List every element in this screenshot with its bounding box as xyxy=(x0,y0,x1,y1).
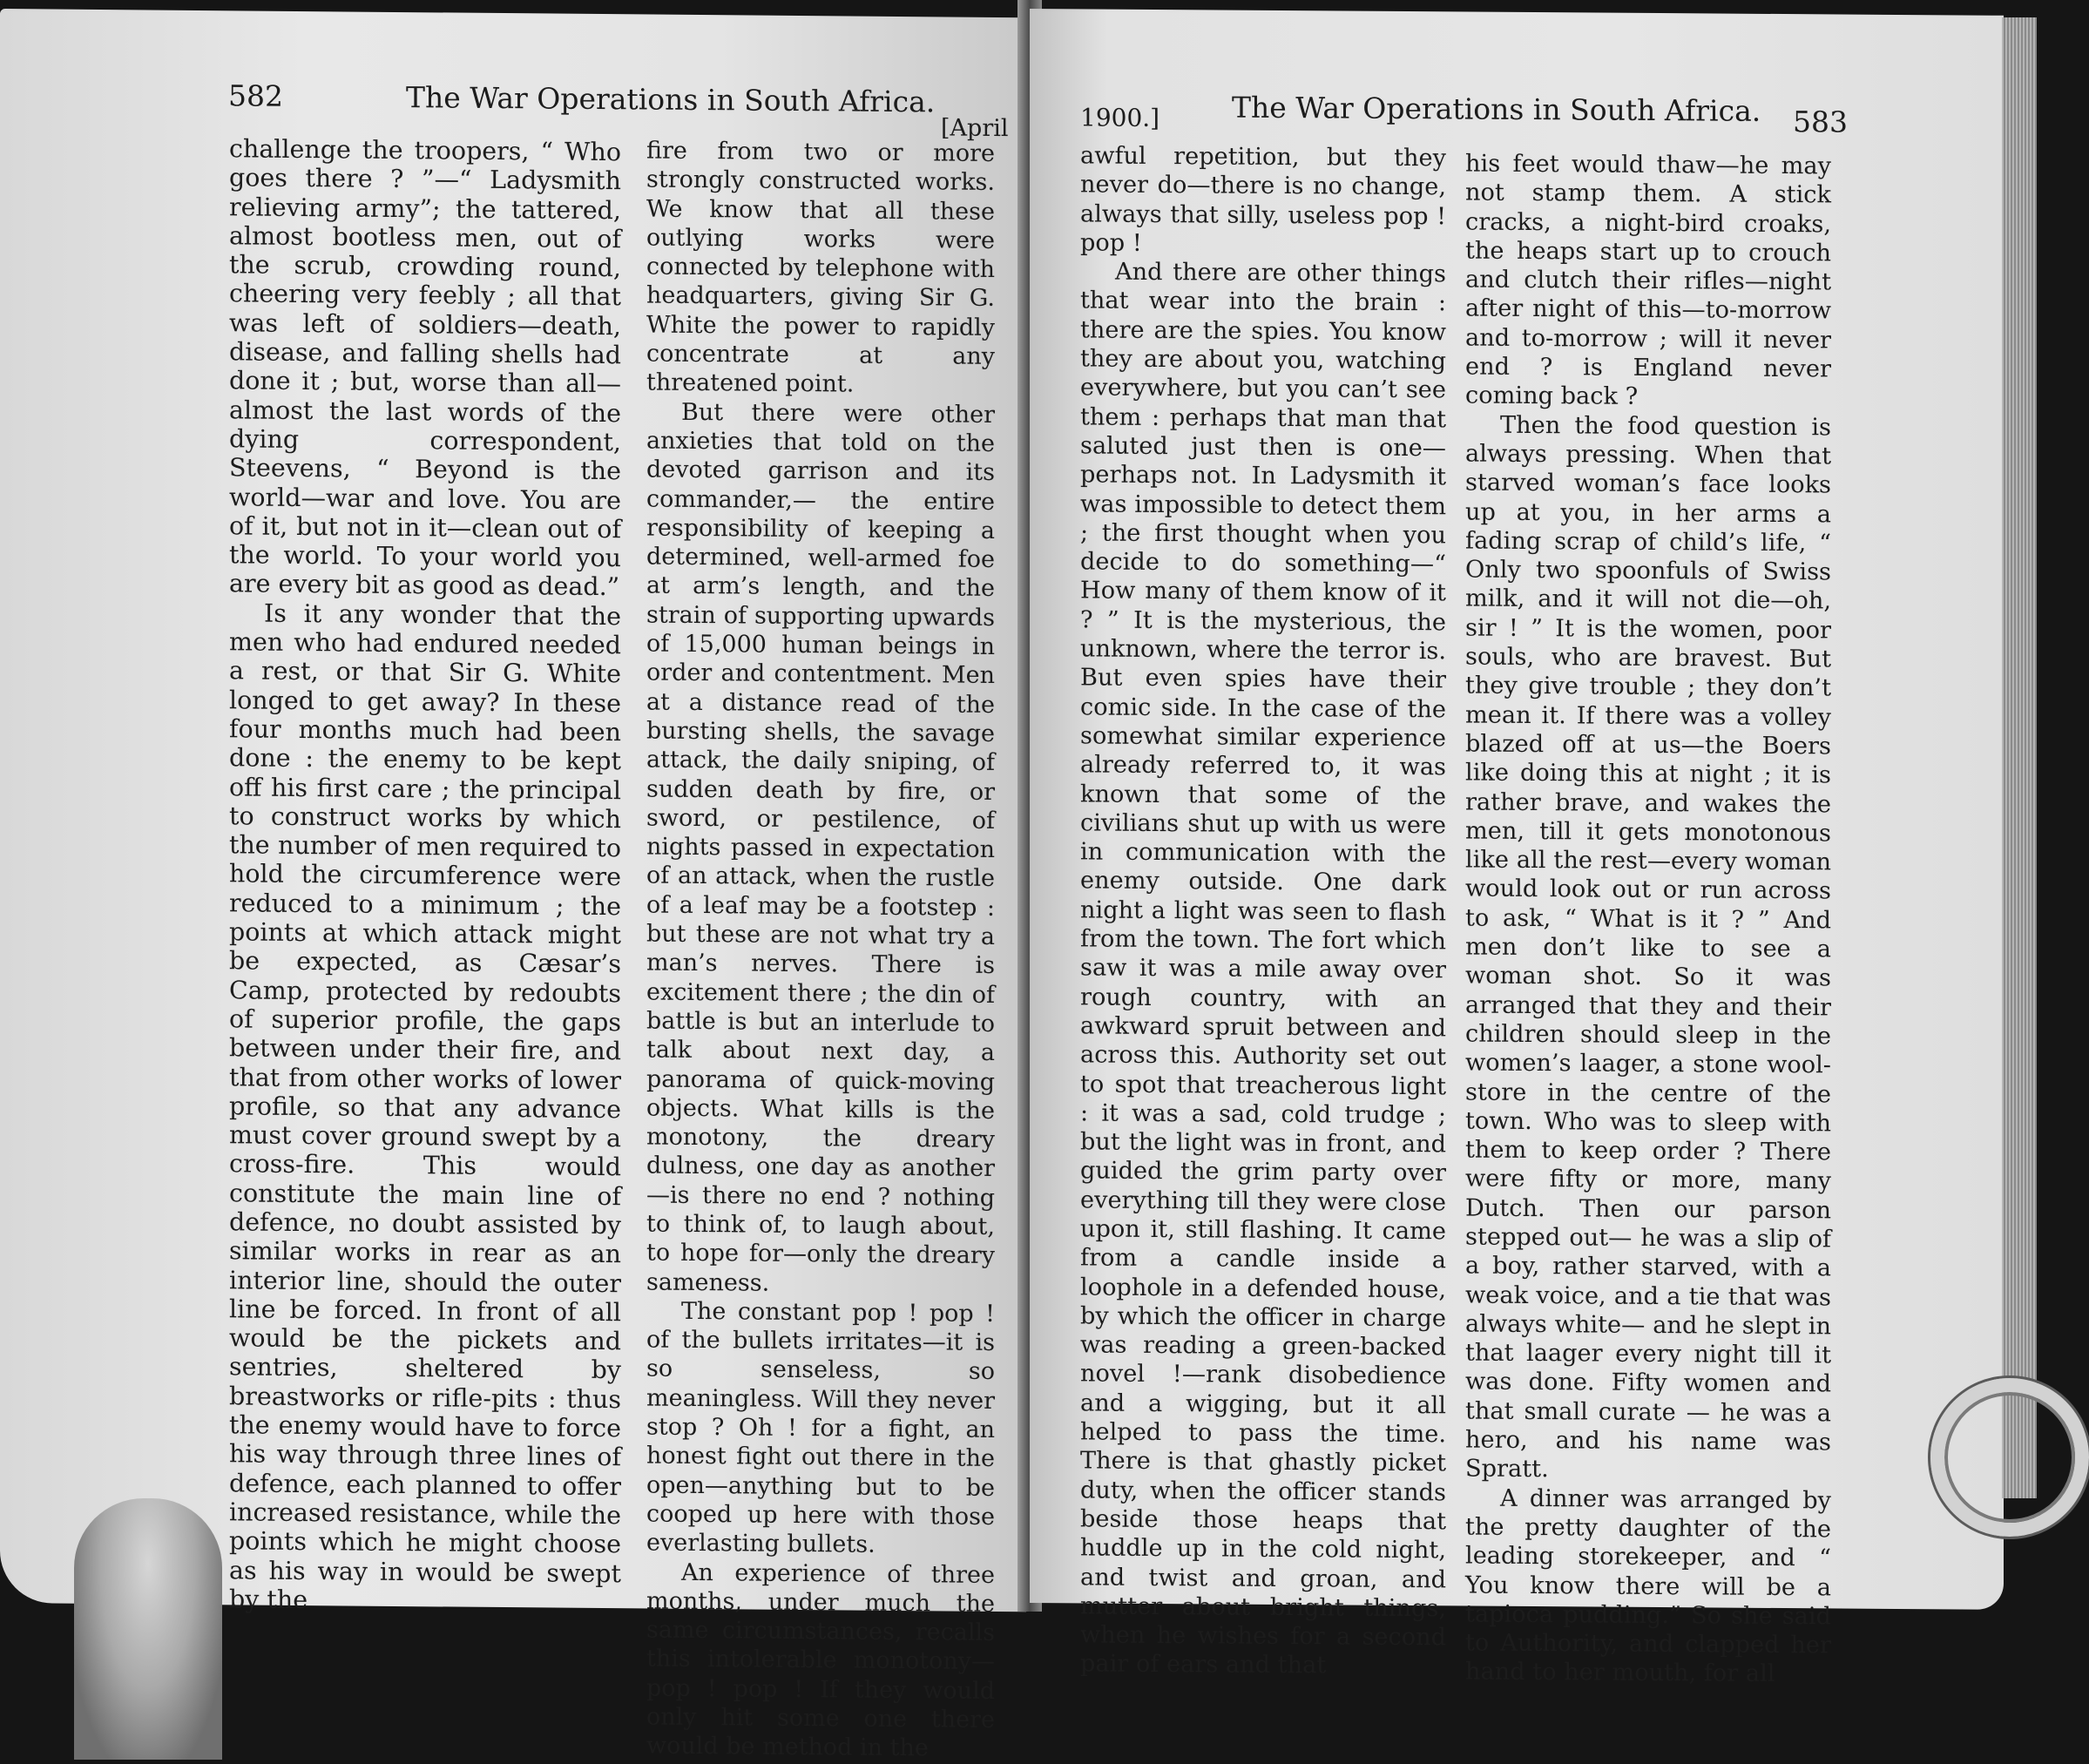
paragraph: An experience of three months, under much the same circumstances, recalls this intolerable monotony—pop ! pop ! If they would only hit some one there would be method in the xyxy=(646,1558,995,1762)
left-column-1 xyxy=(229,134,621,1617)
page-number-right: 583 xyxy=(1793,105,1848,139)
paragraph: Then the food question is always pressing. When that starved woman’s face looks up at you, in her arms a fading scrap of child’s life, “ Only two spoonfuls of Swiss milk, and it will not die—oh, sir ! ” It is the women, poor souls, who are bravest. But they give trouble ; they don’t mean it. If there was a volley blazed off at us—the Boers like doing this at night ; it is rather brave, and wakes the men, till it gets monotonous like all the rest—every woman would look out or run across to ask, “ What is it ? ” And men don’t like to see a woman shot. So it was arranged that they and their children should sleep in the women’s laager, a stone wool-store in the centre of the town. Who was to sleep with them to keep order ? There were fifty or more, many Dutch. Then our parson stepped out— he was a slip of a boy, rather starved, with a weak voice, and a tie that was always white— and he slept in that laager every night till it was done. Fifty women and that small curate — he was a hero, and his name was Spratt. xyxy=(1465,411,1831,1484)
right-column-1 xyxy=(1080,141,1446,1681)
thumb-icon xyxy=(74,1498,222,1760)
paragraph: But there were other anxieties that told on the devoted garrison and its commander,— the entire responsibility of keeping a determined, well-armed foe at arm’s length, and the strain of supporting upwards of 15,000 human beings in order and contentment. Men at a distance read of the bursting shells, the savage attack, the daily sniping, of sudden death by fire, or sword, or pestilence, of nights passed in expectation of an attack, when the rustle of a leaf may be a footstep : but these are not what try a man’s nerves. There is excitement there ; the din of battle is but an interlude to talk about next day, a panorama of quick-moving objects. What kills is the monotony, the dreary dulness, one day as another—is there no end ? nothing to think of, to laugh about, to hope for—only the dreary sameness. xyxy=(646,398,995,1297)
date-right: 1900.] xyxy=(1080,103,1160,133)
running-title-left: The War Operations in South Africa. xyxy=(406,80,936,119)
page-number-left: 582 xyxy=(228,78,283,113)
date-left: [April xyxy=(941,114,1009,143)
paragraph: A dinner was arranged by the pretty daughter of the leading storekeeper, and “ You know there will be a tapioca pudding.” So she said to Authority, and clapped her hand to her mouth, for all xyxy=(1465,1484,1831,1688)
paragraph: The constant pop ! pop ! of the bullets irritates—it is so senseless, so meaningless. Will they never stop ? Oh ! for a fight, an honest fight out there in the open—anything but to be cooped up here with those everlasting bullets. xyxy=(646,1297,995,1559)
page-edges-right xyxy=(2002,17,2037,1498)
paragraph: And there are other things that wear into the brain : there are the spies. You know they are about you, watching everywhere, but you can’t see them : perhaps that man that saluted just then is one—perhaps not. In Ladysmith it was impossible to detect them ; the first thought when you decide to do something—“ How many of them know of it ? ” It is the mysterious, the unknown, where the terror is. But even spies have their comic side. In the case of the somewhat similar experience already referred to, it was known that some of the civilians shut up with us were in communication with the enemy outside. One dark night a light was seen to flash from the town. The fort which saw it was a mile away over rough country, with an awkward spruit between and across this. Authority set out to spot that treacherous light : it was a sad, cold trudge ; but the light was in front, and guided the grim party over everything till they were close upon it, still flashing. It came from a candle inside a loophole in a defended house, by which the officer in charge was reading a green-backed novel !—rank disobedience and a wigging, but it all helped to pass the time. There is that ghastly picket duty, when the officer stands beside those heaps that huddle up in the cold night, and twist and groan, and mutter about bright things, when he wishes for a second pair of ears and that xyxy=(1080,258,1446,1680)
running-title-right: The War Operations in South Africa. xyxy=(1232,90,1761,128)
left-column-2 xyxy=(646,136,995,1763)
paragraph: fire from two or more strongly constructed works. We know that all these outlying works were connected by telephone with headquarters, giving Sir G. White the power to rapidly concentrate at any threatened point. xyxy=(646,137,995,398)
right-page xyxy=(1030,9,2004,1688)
paragraph: awful repetition, but they never do—there is no change, always that silly, useless pop ! pop ! xyxy=(1080,142,1446,257)
left-page xyxy=(0,9,1026,1762)
paragraph: Is it any wonder that the men who had endured needed a rest, or that Sir G. White longed to get away? In these four months much had been done : the enemy to be kept off his first care ; the principal to construct works by which the number of men required to hold the circumference were reduced to a minimum ; the points at which attack might be expected, as Cæsar’s Camp, protected by redoubts of superior profile, the gaps between under their fire, and that from other works of lower profile, so that any advance must cover ground swept by a cross-fire. This would constitute the main line of defence, no doubt assisted by similar works in rear as an interior line, should the outer line be forced. In front of all would be the pickets and sentries, sheltered by breastworks or rifle-pits : thus the enemy would have to force his way through three lines of defence, each planned to offer increased resistance, while the points which he might choose as his way in would be swept by the xyxy=(229,598,621,1614)
binder-ring-icon xyxy=(1930,1378,2089,1537)
paragraph: challenge the troopers, “ Who goes there ? ”—“ Ladysmith relieving army”; the tattered, almost bootless men, out of the scrub, crowding round, cheering very feebly ; all that was left of soldiers—death, disease, and falling shells had done it ; but, worse than all—almost the last words of the dying correspondent, Steevens, “ Beyond is the world—war and love. You are of it, but not in it—clean out of the world. To your world you are every bit as good as dead.” xyxy=(229,134,621,602)
paragraph: his feet would thaw—he may not stamp them. A stick cracks, a night-bird croaks, the heaps start up to crouch and clutch their rifles—night after night of this—to-morrow and to-morrow ; will it never end ? is England never coming back ? xyxy=(1465,150,1831,411)
right-column-2 xyxy=(1465,149,1831,1689)
